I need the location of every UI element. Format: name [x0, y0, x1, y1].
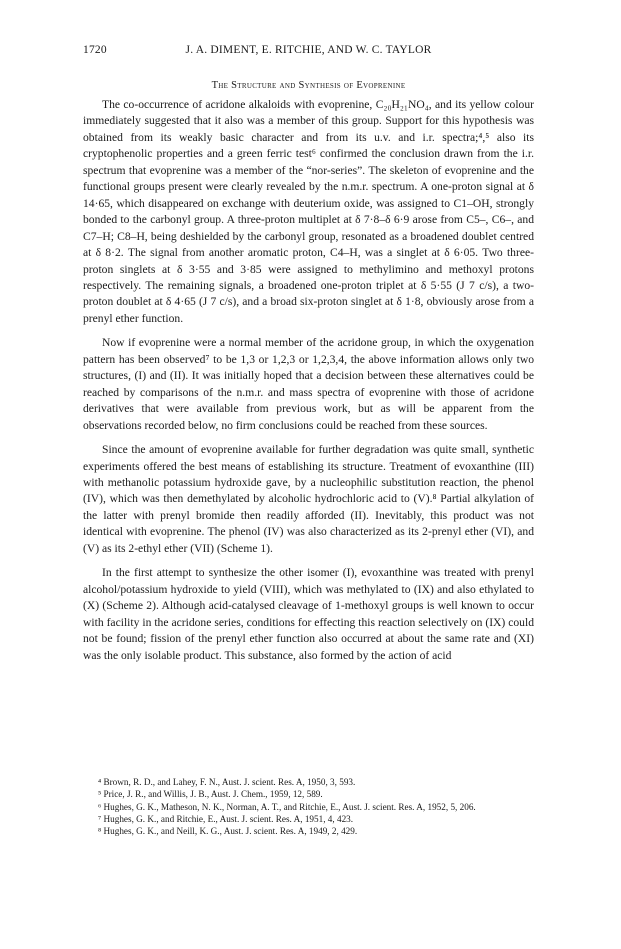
paragraph: In the first attempt to synthesize the other isomer (I), evoxanthine was treated with prenyl alcohol/potassium hydroxide to yield (VIII), which was methylated to (IX) and also ethylated to (X) (Scheme 2). Although acid-catalysed cleavage of 1-methoxyl groups is well known to occur with facility in the acridone series, conditions for effecting this reaction selectively on (IX) could not be found; fission of the prenyl ether function also occurred at about the same rate and (XI) was the only isolable product. This substance, also formed by the action of acid — [83, 566, 534, 662]
paragraph: The co-occurrence of acridone alkaloids with evoprenine, C₂₀H₂₁NO₄, and its yellow colour immediately suggested that it also was a member of this group. Support for this hypothesis was obtained from its weakly basic character and from its u.v. and i.r. spectra;⁴,⁵ also its cryptophenolic properties and a green ferric test⁶ confirmed the conclusion drawn from the i.r. spectrum that evoprenine was a member of the “nor-series”. The skeleton of evoprenine and the functional groups present were clearly revealed by the n.m.r. spectrum. A one-proton signal at δ 14·65, which disappeared on exchange with deuterium oxide, was assigned to C1–OH, strongly bonded to the carbonyl group. A three-proton multiplet at δ 7·8–δ 6·9 arose from C5–, C6–, and C7–H; C8–H, being deshielded by the carbonyl group, resonated as a broadened doublet centred at δ 8·2. The signal from another aromatic proton, C4–H, was a singlet at δ 6·05. Two three-proton singlets at δ 3·55 and 3·85 were assigned to methylimino and methoxyl protons respectively. The remaining signals, a broadened one-proton triplet at δ 5·55 (J 7 c/s), a two-proton doublet at δ 4·65 (J 7 c/s), and a broad six-proton singlet at δ 1·8, obviously arose from a prenyl ether function. — [83, 98, 534, 325]
section-heading: The Structure and Synthesis of Evoprenine — [211, 80, 406, 91]
paragraph: Since the amount of evoprenine available for further degradation was quite small, synthetic experiments offered the best means of establishing its structure. Treatment of evoxanthine (III) with methanolic potassium hydroxide gave, by a nucleophilic substitution reaction, the phenol (IV), which was then demethylated by alcoholic hydrochloric acid to (V).⁸ Partial alkylation of the latter with prenyl bromide then readily afforded (II). Inevitably, this product was not identical with evoprenine. The phenol (IV) was also characterized as its 2-prenyl ether (VI), and (V) as its 2-ethyl ether (VII) (Scheme 1). — [83, 443, 534, 555]
footnote: ⁶ Hughes, G. K., Matheson, N. K., Norman, A. T., and Ritchie, E., Aust. J. scient. Res. A, 1952, 5, 206. — [98, 801, 476, 812]
page-number: 1720 — [83, 44, 107, 56]
body-text — [83, 97, 534, 672]
footnote: ⁴ Brown, R. D., and Lahey, F. N., Aust. J. scient. Res. A, 1950, 3, 593. — [98, 777, 356, 787]
paragraph: Now if evoprenine were a normal member of the acridone group, in which the oxygenation pattern has been observed⁷ to be 1,3 or 1,2,3 or 1,2,3,4, the above information allows only two structures, (I) and (II). It was initially hoped that a decision between these alternatives could be reached by comparisons of the n.m.r. and mass spectra of evoprenine with those of acridone derivatives that were available from previous work, but as will be apparent from the observations recorded below, no firm conclusions could be reached from these sources. — [83, 336, 534, 432]
running-header — [83, 44, 534, 60]
footnotes — [83, 776, 534, 837]
footnote: ⁸ Hughes, G. K., and Neill, K. G., Aust. J. scient. Res. A, 1949, 2, 429. — [98, 826, 358, 837]
footnote: ⁷ Hughes, G. K., and Ritchie, E., Aust. J. scient. Res. A, 1951, 4, 423. — [98, 813, 354, 824]
running-head-authors: J. A. DIMENT, E. RITCHIE, AND W. C. TAYLOR — [185, 44, 432, 56]
footnote: ⁵ Price, J. R., and Willis, J. B., Aust. J. Chem., 1959, 12, 589. — [98, 789, 323, 800]
